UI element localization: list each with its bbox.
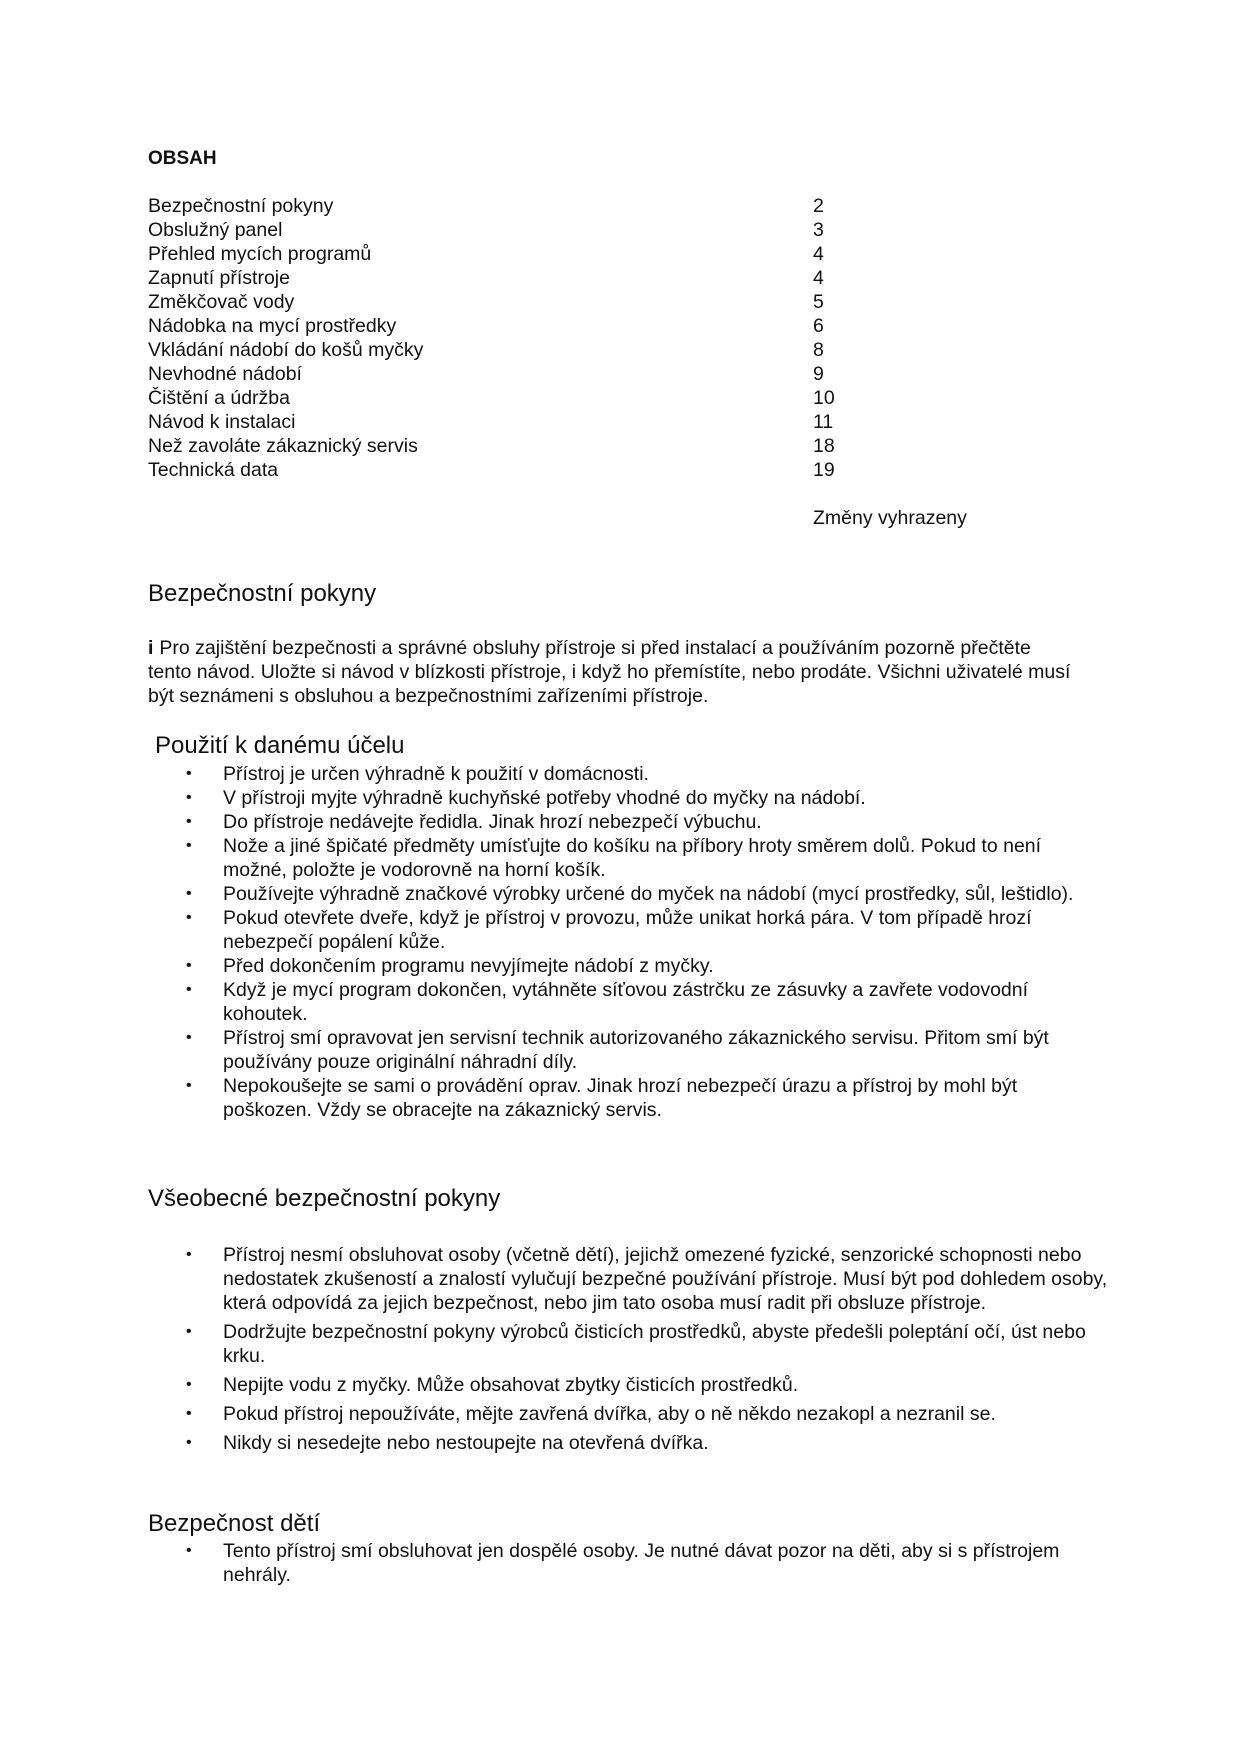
bullet-icon: • — [186, 885, 192, 902]
toc-row — [148, 434, 1108, 458]
toc-row — [148, 314, 1108, 338]
list-item-text: Nepokoušejte se sami o provádění oprav. Jinak hrozí nebezpečí úrazu a přístroj by mohl být poškozen. Vždy se obracejte na zákaznický servis. — [223, 1075, 1018, 1121]
bullet-icon: • — [186, 1077, 192, 1094]
toc-title: OBSAH — [148, 148, 217, 169]
list-item-text: Nikdy si nesedejte nebo nestoupejte na otevřená dvířka. — [223, 1432, 709, 1454]
info-icon: i — [148, 637, 154, 659]
section-title-child-safety: Bezpečnost dětí — [148, 1510, 321, 1537]
list-item — [148, 1026, 1108, 1074]
toc-page-number: 4 — [813, 243, 824, 265]
bullet-icon: • — [186, 909, 192, 926]
toc-label: Čištění a údržba — [148, 387, 290, 409]
intended-use-list — [148, 762, 1108, 1122]
toc-label: Vkládání nádobí do košů myčky — [148, 339, 424, 361]
bullet-icon: • — [186, 957, 192, 974]
bullet-icon: • — [186, 1434, 192, 1451]
toc-label: Nádobka na mycí prostředky — [148, 315, 397, 337]
toc-row — [148, 290, 1108, 314]
changes-reserved-note: Změny vyhrazeny — [813, 507, 967, 529]
list-item-text: Tento přístroj smí obsluhovat jen dospělé osoby. Je nutné dávat pozor na děti, aby si s přístrojem nehrály. — [223, 1540, 1060, 1586]
list-item — [148, 978, 1108, 1026]
bullet-icon: • — [186, 765, 192, 782]
list-item — [148, 762, 1108, 786]
list-item — [148, 1402, 1108, 1426]
toc-page-number: 8 — [813, 339, 824, 361]
section-title-intended-use: Použití k danému účelu — [155, 732, 405, 759]
bullet-icon: • — [186, 1376, 192, 1393]
section-title-general-safety: Všeobecné bezpečnostní pokyny — [148, 1185, 501, 1212]
list-item — [148, 1431, 1108, 1455]
toc-label: Přehled mycích programů — [148, 243, 372, 265]
toc-row — [148, 362, 1108, 386]
toc-page-number: 4 — [813, 267, 824, 289]
toc-row — [148, 242, 1108, 266]
bullet-icon: • — [186, 813, 192, 830]
list-item-text: Dodržujte bezpečnostní pokyny výrobců čisticích prostředků, abyste předešli poleptání očí, úst nebo krku. — [223, 1321, 1086, 1367]
list-item-text: V přístroji myjte výhradně kuchyňské potřeby vhodné do myčky na nádobí. — [223, 787, 866, 809]
bullet-icon: • — [186, 837, 192, 854]
toc-page-number: 9 — [813, 363, 824, 385]
section-title-safety: Bezpečnostní pokyny — [148, 580, 377, 607]
list-item-text: Pokud otevřete dveře, když je přístroj v provozu, může unikat horká pára. V tom případě hrozí nebezpečí popálení kůže. — [223, 907, 1032, 953]
toc-row — [148, 338, 1108, 362]
toc-row — [148, 266, 1108, 290]
list-item — [148, 954, 1108, 978]
toc-row — [148, 386, 1108, 410]
list-item-text: Přístroj je určen výhradně k použití v domácnosti. — [223, 763, 649, 785]
toc-label: Změkčovač vody — [148, 291, 295, 313]
toc-label: Návod k instalaci — [148, 411, 296, 433]
bullet-icon: • — [186, 1405, 192, 1422]
toc-page-number: 2 — [813, 195, 824, 217]
child-safety-list — [148, 1539, 1108, 1587]
toc-page-number: 6 — [813, 315, 824, 337]
list-item — [148, 1320, 1108, 1368]
toc-page-number: 11 — [813, 411, 834, 433]
general-safety-list — [148, 1243, 1108, 1460]
bullet-icon: • — [186, 789, 192, 806]
bullet-icon: • — [186, 1542, 192, 1559]
bullet-icon: • — [186, 1246, 192, 1263]
toc-page-number: 5 — [813, 291, 824, 313]
list-item-text: Když je mycí program dokončen, vytáhněte síťovou zástrčku ze zásuvky a zavřete vodovodní kohoutek. — [223, 979, 1029, 1025]
table-of-contents — [148, 194, 1108, 482]
toc-page-number: 10 — [813, 387, 835, 409]
safety-intro-text: Pro zajištění bezpečnosti a správné obsluhy přístroje si před instalací a používáním pozorně přečtěte tento návod. Uložte si návod v blízkosti přístroje, i když ho přemístíte, nebo prodáte. Všichni uživatelé musí být seznámeni s obsluhou a bezpečnostními zařízeními přístroje. — [148, 637, 1071, 707]
toc-row — [148, 410, 1108, 434]
toc-row — [148, 218, 1108, 242]
toc-label: Technická data — [148, 459, 279, 481]
list-item — [148, 1373, 1108, 1397]
list-item-text: Do přístroje nedávejte ředidla. Jinak hrozí nebezpečí výbuchu. — [223, 811, 762, 833]
list-item-text: Nepijte vodu z myčky. Může obsahovat zbytky čisticích prostředků. — [223, 1374, 799, 1396]
bullet-icon: • — [186, 1323, 192, 1340]
list-item-text: Nože a jiné špičaté předměty umísťujte do košíku na příbory hroty směrem dolů. Pokud to není možné, položte je vodorovně na horní košík. — [223, 835, 1042, 881]
bullet-icon: • — [186, 1029, 192, 1046]
bullet-icon: • — [186, 981, 192, 998]
toc-row — [148, 194, 1108, 218]
list-item — [148, 882, 1108, 906]
list-item — [148, 906, 1108, 954]
safety-intro-paragraph — [148, 636, 1078, 708]
toc-label: Obslužný panel — [148, 219, 283, 241]
toc-page-number: 3 — [813, 219, 824, 241]
list-item — [148, 810, 1108, 834]
list-item — [148, 1539, 1108, 1587]
list-item — [148, 786, 1108, 810]
list-item-text: Pokud přístroj nepoužíváte, mějte zavřená dvířka, aby o ně někdo nezakopl a nezranil se. — [223, 1403, 996, 1425]
list-item — [148, 1074, 1108, 1122]
list-item-text: Používejte výhradně značkové výrobky určené do myček na nádobí (mycí prostředky, sůl, leštidlo). — [223, 883, 1074, 905]
list-item — [148, 834, 1108, 882]
toc-page-number: 18 — [813, 435, 835, 457]
toc-page-number: 19 — [813, 459, 835, 481]
list-item-text: Přístroj smí opravovat jen servisní technik autorizovaného zákaznického servisu. Přitom smí být používány pouze originální náhradní díly. — [223, 1027, 1049, 1073]
toc-label: Nevhodné nádobí — [148, 363, 302, 385]
list-item-text: Přístroj nesmí obsluhovat osoby (včetně dětí), jejichž omezené fyzické, senzorické schopnosti nebo nedostatek zkušeností a znalostí vylučují bezpečné používání přístroje. Musí být pod dohledem osoby, která odpovídá za jejich bezpečnost, nebo jim tato osoba musí radit při obsluze přístroje. — [223, 1244, 1108, 1314]
toc-label: Než zavoláte zákaznický servis — [148, 435, 418, 457]
toc-label: Zapnutí přístroje — [148, 267, 290, 289]
toc-label: Bezpečnostní pokyny — [148, 195, 334, 217]
toc-row — [148, 458, 1108, 482]
list-item-text: Před dokončením programu nevyjímejte nádobí z myčky. — [223, 955, 714, 977]
list-item — [148, 1243, 1108, 1315]
